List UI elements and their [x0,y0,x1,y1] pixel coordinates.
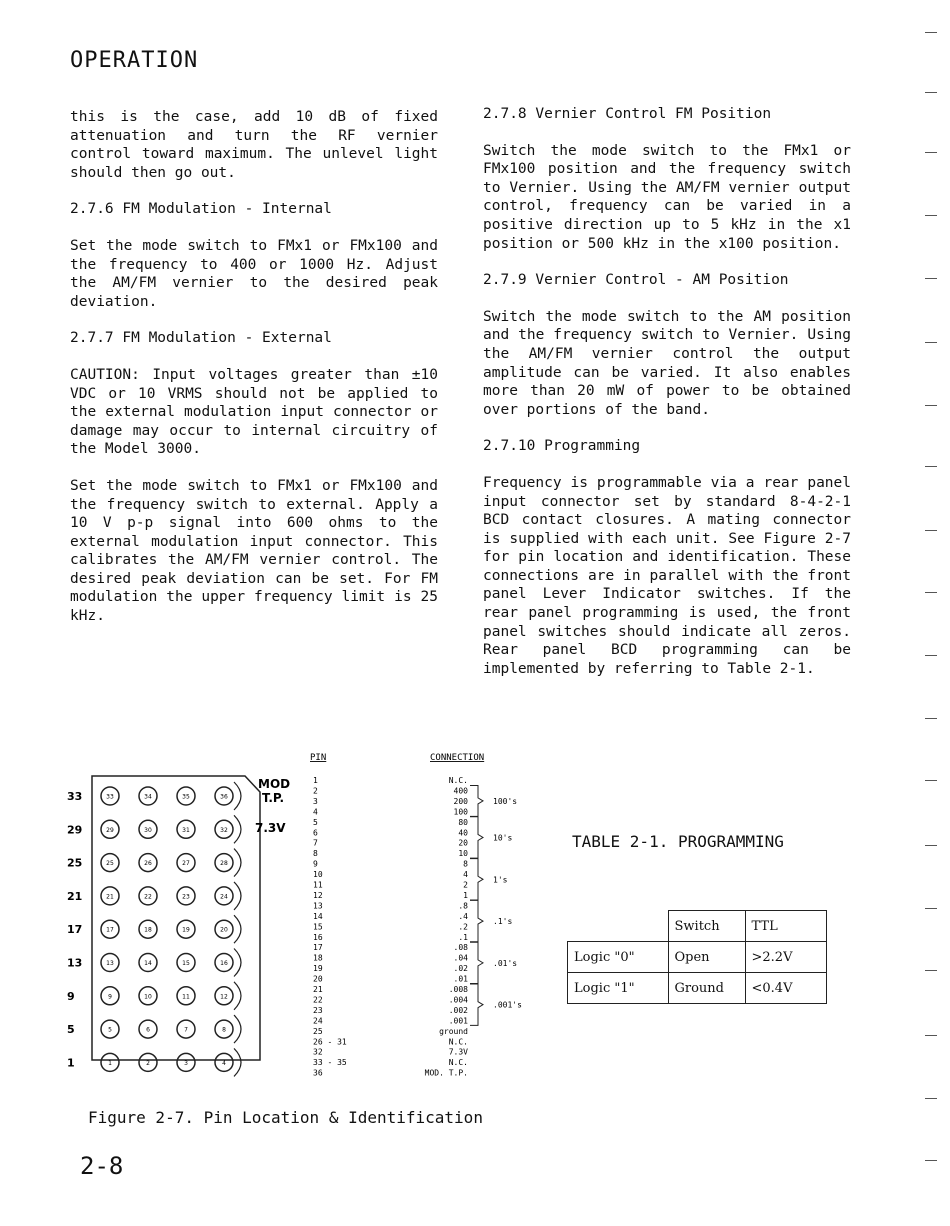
paragraph: Frequency is programmable via a rear panel input connector set by standard 8-4-2-1 BCD contact closures. A mating connector is supplied with each unit. See Figure 2-7 for pin location and identification. These connections are in parallel with the front panel Lever Indicator switches. If the rear panel programming is used, the front panel switches should indicate all zeros. Rear panel BCD programming can be implemented by referring to Table 2-1. [483,474,851,677]
pin-entry: 16 [313,932,323,942]
group-label: 1's [493,875,508,885]
margin-tick [925,92,937,93]
pin-entry: 21 [313,985,323,994]
pin-entry: 8 [313,849,318,859]
connection-entry: .004 [448,995,468,1005]
pin-number: 29 [106,826,114,834]
connector-edge [234,849,241,877]
table-cell: Open [668,942,745,973]
connector-edge [234,1015,241,1043]
figure-caption: Figure 2-7. Pin Location & Identification [88,1108,483,1127]
connector-edge [234,982,241,1010]
pin-number: 24 [220,893,228,901]
connection-entry: 2 [463,880,468,890]
table-cell: Ground [668,973,745,1004]
group-label: 100's [493,796,518,806]
table-cell: <0.4V [745,973,826,1004]
right-text-column [483,105,851,696]
margin-tick [925,1098,937,1099]
table-cell: Logic "1" [568,973,669,1004]
pin-number: 13 [106,960,114,967]
pin-entry: 14 [313,911,323,921]
table-cell [568,911,669,942]
pin-entry: 32 [313,1047,323,1057]
pin-number: 3 [184,1059,188,1067]
connector-edge [234,882,241,910]
pin-entry: 4 [313,807,318,817]
margin-tick [925,1035,937,1036]
connection-entry: 1 [463,890,468,900]
pin-number: 2 [146,1059,150,1067]
row-label: 9 [67,989,75,1003]
pin-entry: 5 [313,817,318,827]
pin-number: 22 [144,893,152,901]
section-heading: 2.7.8 Vernier Control FM Position [483,106,772,122]
pin-number: 20 [220,926,228,934]
table-header-row [568,911,827,942]
connection-entry: .002 [448,1005,468,1015]
programming-table [567,910,827,1004]
table-cell: >2.2V [745,942,826,973]
group-bracket [470,785,483,816]
pin-number: 14 [144,960,152,967]
pin-number: 16 [220,960,228,967]
margin-tick [925,342,937,343]
margin-tick [925,780,937,781]
pin-number: 6 [146,1026,150,1034]
row-label: 5 [67,1023,75,1037]
group-label: .001's [493,1000,522,1010]
side-label: MOD [258,777,291,791]
connection-header: CONNECTION [430,753,485,763]
pin-number: 12 [220,993,228,1001]
connection-entry: .08 [453,943,468,953]
pin-entry: 9 [313,859,318,869]
connection-entry: ground [439,1026,468,1036]
margin-tick [925,405,937,406]
connection-entry: 40 [458,828,468,838]
section-heading: 2.7.10 Programming [483,438,641,455]
paragraph: Switch the mode switch to the AM position and the frequency switch to Vernier. Using the AM/FM vernier control the output amplitude can be varied. It also enables more than 20 mW of power to be obtained over portions of the band. [483,308,851,418]
connection-entry: 20 [458,838,468,848]
margin-tick [925,845,937,846]
connector-edge [234,949,241,977]
group-bracket [470,942,483,983]
connector-edge [234,782,241,810]
connector-outline [92,776,260,1060]
section-heading: 2.7.7 FM Modulation - External [70,330,332,347]
margin-tick [925,970,937,971]
row-label: 25 [67,856,83,870]
pin-number: 25 [106,860,114,868]
pin-number: 31 [182,826,190,834]
connection-entry: 4 [463,870,468,880]
connection-entry: .02 [453,964,468,974]
pin-entry: 13 [313,901,323,911]
table-title: TABLE 2-1. PROGRAMMING [572,832,784,851]
paragraph: Set the mode switch to FMx1 or FMx100 and the frequency switch to external. Apply a 10 V p-p signal into 600 ohms to the external modulation input connector. This calibrates the AM/FM vernier control. The desired peak deviation can be set. For FM modulation the upper frequency limit is 25 kHz. [70,477,438,625]
connection-entry: 7.3V [448,1047,468,1057]
side-label: 7.3V [255,821,286,835]
pin-number: 17 [106,926,114,934]
paragraph: Set the mode switch to FMx1 or FMx100 and the frequency to 400 or 1000 Hz. Adjust the AM/FM vernier to the desired peak deviation. [70,237,438,310]
pin-entry: 12 [313,890,323,900]
margin-tick [925,718,937,719]
pin-number: 28 [220,860,228,868]
connection-entry: 8 [463,859,468,869]
row-label: 17 [67,923,83,937]
pin-number: 15 [182,960,190,967]
pin-entry: 2 [313,786,318,796]
pin-number: 26 [144,860,152,868]
pin-list [300,748,540,1093]
connection-entry: N.C. [448,1058,468,1068]
connector-edge [234,815,241,843]
connection-entry: .4 [458,911,468,921]
connector-body [92,776,260,1076]
connection-entry: 200 [453,796,468,806]
margin-tick [925,215,937,216]
pin-number: 5 [108,1026,112,1034]
margin-tick [925,908,937,909]
pin-entry: 22 [313,995,323,1005]
page-number: 2-8 [80,1152,124,1180]
pin-number: 19 [182,926,190,934]
pin-number: 35 [182,793,190,801]
margin-tick [925,278,937,279]
connection-entry: .01 [453,974,468,984]
pin-entry: 3 [313,796,318,806]
group-bracket [470,817,483,858]
connection-entry: .2 [458,922,468,932]
section-heading: 2.7.9 Vernier Control - AM Position [483,272,789,289]
margin-tick [925,592,937,593]
pin-number: 10 [144,993,152,1001]
pin-entry: 19 [313,964,323,974]
connection-entry: 400 [453,786,468,796]
pin-number: 33 [106,793,114,801]
group-bracket [470,859,483,900]
paragraph: this is the case, add 10 dB of fixed attenuation and turn the RF vernier control toward maximum. The unlevel light should then go out. [70,109,438,181]
connector-edge [234,915,241,943]
pin-entry: 26 - 31 [313,1037,347,1047]
pin-entry: 36 [313,1068,323,1078]
row-label: 33 [67,790,83,803]
group-bracket [470,984,483,1025]
pin-entry: 17 [313,943,323,953]
table-cell: TTL [745,911,826,942]
connection-entry: MOD. T.P. [424,1068,468,1078]
connection-entry: N.C. [448,776,468,785]
pin-number: 4 [222,1059,226,1067]
pin-number: 34 [144,793,152,801]
connection-entry: 100 [453,807,468,817]
pin-number: 36 [220,793,228,801]
pin-entry: 15 [313,922,323,932]
pin-number: 30 [144,826,152,834]
pin-entry: 11 [313,880,323,890]
pin-entry: 33 - 35 [313,1058,347,1068]
pin-number: 1 [108,1059,112,1067]
connection-entry: .1 [458,932,468,942]
table-row [568,973,827,1004]
section-heading: 2.7.6 FM Modulation - Internal [70,201,332,218]
group-label: .1's [493,917,513,927]
side-label: T.P. [262,791,285,805]
pin-entry: 7 [313,838,318,848]
connector-edge [234,1048,241,1076]
margin-tick [925,655,937,656]
pin-number: 27 [182,860,190,868]
pin-entry: 25 [313,1026,323,1036]
table-row [568,942,827,973]
table-cell: Switch [668,911,745,942]
pin-number: 21 [106,893,114,901]
row-label: 29 [67,823,83,837]
pin-number: 32 [220,826,228,834]
pin-entry: 1 [313,776,318,785]
paragraph: Switch the mode switch to the FMx1 or FMx100 position and the frequency switch to Vernier. Using the AM/FM vernier output control, frequency can be varied in a positive direction up to 5 kHz in the x1 position or 500 kHz in the x100 position. [483,142,851,252]
margin-tick [925,466,937,467]
pin-number: 9 [108,993,112,1001]
connection-entry: .04 [453,953,468,963]
connection-entry: 80 [458,817,468,827]
left-text-column [70,108,438,644]
margin-tick [925,152,937,153]
row-label: 21 [67,889,83,903]
pin-number: 18 [144,926,152,934]
page-heading: OPERATION [70,48,199,73]
paragraph: CAUTION: Input voltages greater than ±10 VDC or 10 VRMS should not be applied to the external modulation input connector or damage may occur to internal circuitry of the Model 3000. [70,366,438,458]
row-label: 1 [67,1056,75,1070]
margin-tick [925,530,937,531]
group-label: 10's [493,833,513,843]
pin-number: 7 [184,1026,188,1034]
group-label: .01's [493,958,518,968]
pin-number: 11 [182,993,190,1001]
pin-header: PIN [310,753,327,763]
connection-entry: .001 [448,1016,468,1026]
pin-number: 8 [222,1026,226,1034]
pin-entry: 6 [313,828,318,838]
pin-entry: 18 [313,953,323,963]
pin-entry: 24 [313,1016,323,1026]
connection-entry: N.C. [448,1037,468,1047]
row-label: 13 [67,956,83,970]
pin-entry: 20 [313,974,323,984]
connection-entry: 10 [458,849,468,859]
connector-row-labels [67,790,82,1069]
table-cell: Logic "0" [568,942,669,973]
connection-entry: .008 [448,985,468,994]
connection-entry: .8 [458,901,468,911]
pin-entry: 23 [313,1005,323,1015]
margin-tick [925,32,937,33]
pin-entry: 10 [313,870,323,880]
group-bracket [470,900,483,941]
margin-tick [925,1160,937,1161]
pin-number: 23 [182,893,190,901]
